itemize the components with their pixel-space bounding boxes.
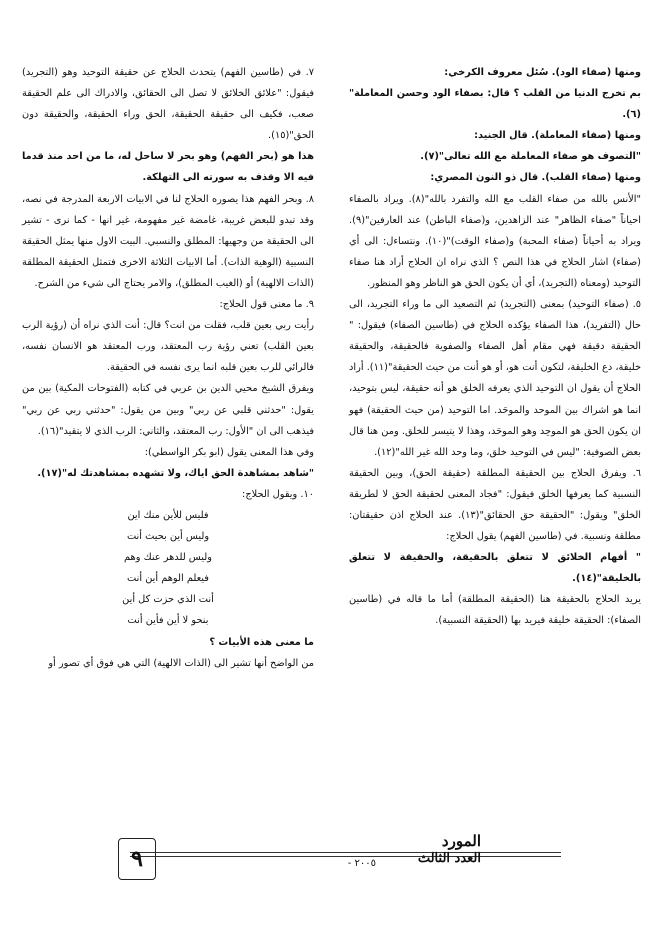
paragraph: بم تخرج الدنيا من القلب ؟ قال: بصفاء الود وحسن المعاملة"(٦).: [349, 88, 641, 121]
paragraph: رأيت ربي بعين قلب، فقلت من انت؟ قال: أنت الذي نراه أن (رؤية الرب بعين القلب) تعني رؤية رب المعتقد، ورب المعتقد هو الانسان نفسه، فالرائي للرب بعين قلبه انما يرى نفسه في الحقيقة.: [22, 320, 314, 374]
paragraph: ٥. (صفاء التوحيد) بمعنى (التجريد) ثم التصعيد الى ما وراء التجريد، الى حال (التفريد)، هذا الصفاء يؤكده الحلاج في (طاسين الصفاء) فيقول: " الحقيقة دقيقة فهي مقام أهل الصفاء والصفوية فالحقيقة، والحقيقة خليقة، دع الخليقة، لتكون أنت هو، أو هو أنت من حيث الحقيقة"(١١). أراد الحلاج أن يقول ان التوحيد الذي يعرفه الخلق هو أنه حقيقة، ليس بتوحيد، انما هو اشراك بين الموحد والموحَد. اما التوحيد (من حيث الحقيقة) فهو ان يكون الحق هو الموحِد وهو الموحَد، وهذا لا يتيسر للخلق. ومن هنا قال بعض الصوفية: "ليس في التوحيد خلق، وما وحد الله غير الله"(١٢).: [349, 299, 641, 458]
paragraph: يريد الحلاج بالحقيقة هنا (الحقيقة المطلقة) أما ما قاله في (طاسين الصفاء): الحقيقة خليقة فيريد بها (الحقيقة النسبية).: [349, 594, 641, 627]
paragraph: ومنها (صفاء القلب). قال ذو النون المصري:: [430, 172, 641, 184]
poem-line: بنحو لا أين فأين أنت: [127, 615, 209, 627]
magazine-title: [418, 832, 481, 868]
paragraph: ما معنى هذه الأبيات ؟: [209, 636, 314, 648]
paragraph: من الواضح أنها تشير الى (الذات الالهية) التي هي فوق أي تصور أو: [48, 657, 314, 669]
paragraph: ٨. وبحر الفهم هذا يصوره الحلاج لنا في الابيات الاربعة المدرجة في نصه، وقد تبدو للبعض غريبة، غامضة غير مفهومة، غير انها - كما نرى - تشير الى الحقيقة من وجهيها: المطلق والنسبي. البيت الاول منها يمثل الحقيقة النسبية (الوهية الذات). أما الابيات الثلاثة الاخرى فتمثل الحقيقة المطلقة (الذات الالهية) أو (الغيب المطلق)، والامر يحتاج الى شيء من الشرح.: [22, 193, 314, 289]
page-footer: [60, 832, 601, 888]
paragraph: ٩. ما معنى قول الحلاج:: [219, 299, 314, 311]
issue-label: العدد الثالث: [417, 851, 481, 866]
paragraph: ٧. في (طاسين الفهم) يتحدث الحلاج عن حقيقة التوحيد وهو (التجريد) فيقول: "علائق الخلائق لا تصل الى الحقائق، والادراك الى علم الحقيقة صعب، فكيف الى حقيقة الحقيقة، الحق وراء الحقيقة، والحقيقة دون الحق"(١٥).: [22, 67, 314, 142]
page-number: ٩: [118, 838, 156, 880]
issue-year: ٢٠٠٥ -: [347, 858, 376, 869]
left-column: [22, 62, 314, 674]
poem-line: وليس أين بحيث أنت: [126, 531, 210, 543]
poem-line: فليس للأين منك اين: [127, 509, 209, 521]
paragraph: ومنها (صفاء الود). سُئل معروف الكرخي:: [444, 67, 641, 78]
footer-rule: [130, 852, 561, 853]
poem-line: فيعلم الوهم أين أنت: [127, 573, 209, 585]
poem-line: أنت الذي حزت كل أين: [122, 594, 214, 606]
paragraph: "الأنس بالله من صفاء القلب مع الله والتفرد بالله"(٨). ويراد بالصفاء احياناً "صفاء الظاهر" عند الزاهدين، و(صفاء الباطن) عند العارفين"(٩). ويراد به أحياناً (صفاء المحبة) و(صفاء الوقت)"(١٠). ونتساءل: الى أي (صفاء) اشار الحلاج في هذا النص ؟ الذي نراه ان الحلاج أراد هنا صفاء التوحيد (ومعناه (التجريد)، أي أن يكون الحق هو الناظر وهو المنظور.: [349, 193, 641, 289]
paragraph: ومنها (صفاء المعاملة). قال الجنيد:: [474, 130, 641, 142]
paragraph: "شاهد بمشاهدة الحق اياك، ولا تشهده بمشاهدتك له"(١٧).: [37, 467, 314, 479]
footer-rule: [130, 856, 561, 857]
poem-line: وليس للدهر عنك وهم: [124, 552, 212, 564]
paragraph: هذا هو (بحر الفهم) وهو بحر لا ساحل له، ما من احد منذ قدما فيه الا وقذف به سورته الى التهلكة.: [22, 151, 314, 184]
paragraph: " أفهام الخلائق لا تتعلق بالحقيقة، والحقيقة لا تتعلق بالخليقة"(١٤).: [349, 552, 641, 585]
paragraph: ويفرق الشيخ محيي الدين بن عربي في كتابه (الفتوحات المكية) بين من يقول: "حدثني قلبي عن ربي" وبين من يقول: "حدثني ربي عن ربي" فيذهب الى ان "الأول: رب المعتقد، والثاني: الرب الذي لا يتقيد"(١٦).: [22, 383, 314, 437]
right-column: [349, 62, 641, 632]
paragraph: ١٠. ويقول الحلاج:: [242, 488, 314, 500]
paragraph: "التصوف هو صفاء المعاملة مع الله تعالى"(٧).: [420, 151, 641, 163]
magazine-name: المورد: [441, 832, 481, 850]
paragraph: ٦. ويفرق الحلاج بين الحقيقة المطلقة (حقيقة الحق)، وبين الحقيقة النسبية كما يعرفها الخلق فيقول: "فجاد المعنى لحقيقة الحق لا لطريقة الخلق" ويقول: "الحقيقة حق الحقائق"(١٣). عند الحلاج اذن حقيقتان: مطلقة ونسبية. في (طاسين الفهم) يقول الحلاج:: [349, 467, 641, 543]
paragraph: وفي هذا المعنى يقول (ابو بكر الواسطي):: [144, 446, 314, 458]
